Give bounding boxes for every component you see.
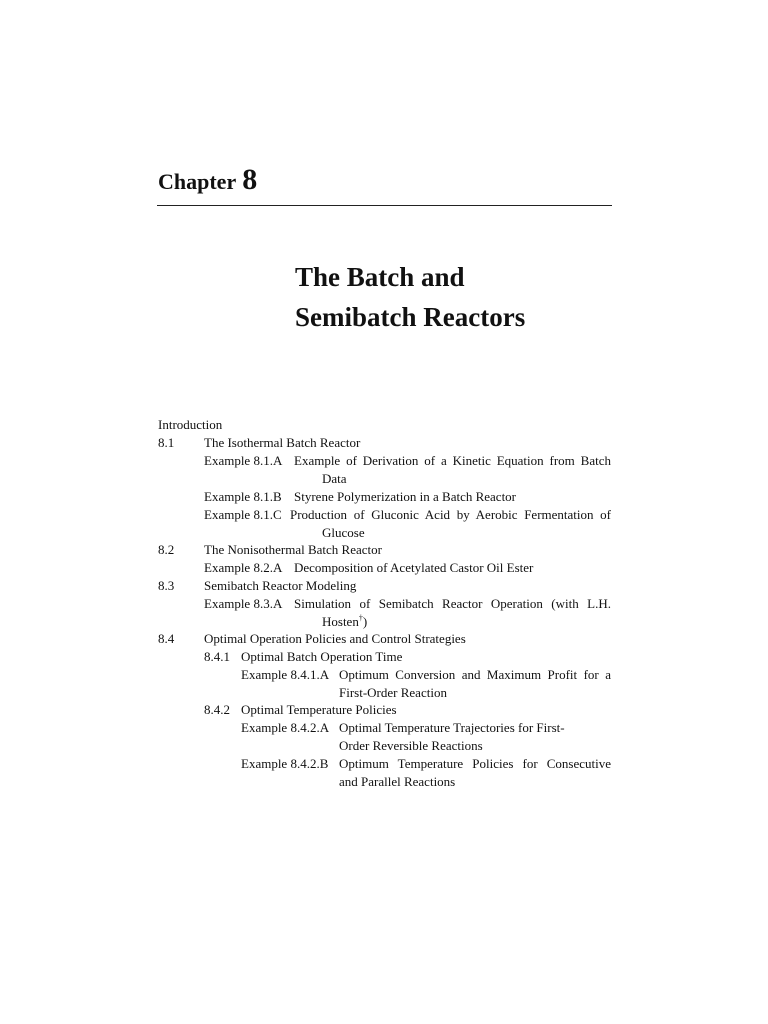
toc-example-label: Example 8.1.C [204,507,282,522]
chapter-number: 8 [242,163,258,196]
toc-example-label: Example 8.4.2.A [241,720,330,735]
toc-example-label: Example 8.4.1.A [241,667,330,682]
toc-section-title: Optimal Operation Policies and Control Strategies [204,631,466,646]
toc-example-title-cont-text: Hosten [322,614,359,629]
toc-example-title: Simulation of Semibatch Reactor Operation (with L.H. [294,596,611,611]
toc-section-title: The Isothermal Batch Reactor [204,435,361,450]
toc-example-title: Optimum Conversion and Maximum Profit for a [339,667,611,682]
toc-example-label: Example 8.4.2.B [241,756,329,771]
toc-subsection-number: 8.4.2 [204,702,230,717]
toc-example-title-cont: First-Order Reaction [339,685,447,700]
toc-introduction: Introduction [158,417,223,432]
toc-example-title: Optimum Temperature Policies for Consecutive [339,756,611,771]
toc-example-title: Decomposition of Acetylated Castor Oil Ester [294,560,534,575]
toc-example-label: Example 8.3.A [204,596,283,611]
toc-example-label: Example 8.2.A [204,560,283,575]
toc-example-title-cont: Glucose [322,525,365,540]
toc-example-title: Styrene Polymerization in a Batch Reactor [294,489,517,504]
chapter-title-line-1: The Batch and [295,262,465,292]
toc-subsection-title: Optimal Batch Operation Time [241,649,403,664]
toc-section-title: The Nonisothermal Batch Reactor [204,542,382,557]
chapter-word: Chapter [158,169,237,194]
toc-subsection-title: Optimal Temperature Policies [241,702,397,717]
toc-example-label: Example 8.1.A [204,453,283,468]
toc-example-label: Example 8.1.B [204,489,282,504]
toc-subsection-number: 8.4.1 [204,649,230,664]
chapter-title-line-2: Semibatch Reactors [295,302,526,332]
footnote-mark: † [358,613,363,623]
toc-example-title-cont: and Parallel Reactions [339,774,456,789]
toc-example-title-cont: Order Reversible Reactions [339,738,483,753]
toc-section-number: 8.2 [158,542,175,557]
toc-section-number: 8.3 [158,578,175,593]
toc-example-title: Optimal Temperature Trajectories for First- [339,720,565,735]
toc-section-number: 8.1 [158,435,175,450]
toc-example-title: Production of Gluconic Acid by Aerobic Fermentation of [290,507,611,522]
toc-section-title: Semibatch Reactor Modeling [204,578,357,593]
toc-example-title-cont [322,613,367,631]
toc-example-title-cont-end: ) [362,614,368,629]
toc-section-number: 8.4 [158,631,175,646]
toc-example-title: Example of Derivation of a Kinetic Equation from Batch [294,453,611,468]
toc-example-title-cont: Data [322,471,347,486]
